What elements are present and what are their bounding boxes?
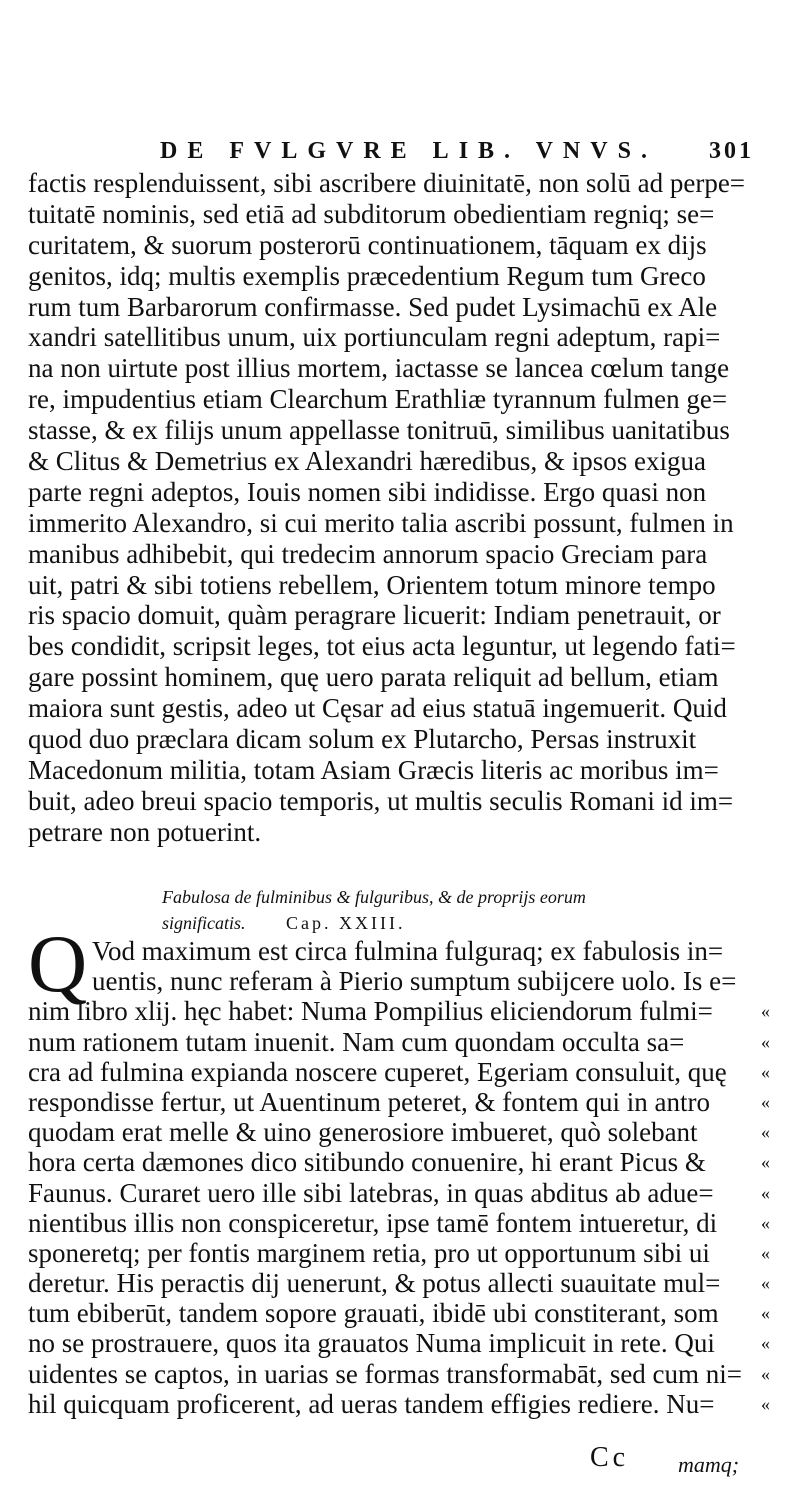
text-line: stasse, & ex filijs unum appellasse tonitruū, similibus uanitatibus [28,415,730,446]
quotation-marginal-mark: « [761,1031,770,1052]
text-line: maiora sunt gestis, adeo ut Cęsar ad eius statuā ingemuerit. Quid [28,693,727,724]
chapter-title-line-2: significatis. [162,913,246,933]
quotation-marginal-mark: « [761,1001,770,1022]
text-line: buit, adeo breui spacio temporis, ut multis seculis Romani id im= [28,785,734,816]
quotation-marginal-mark: « [761,1152,770,1173]
text-line: xandri satellitibus unum, uix portiunculam regni adeptum, rapi= [28,322,721,353]
text-line: tuitatē nominis, sed etiā ad subditorum obedientiam regniq; se= [28,198,715,229]
running-head-title: DE FVLGVRE LIB. VNVS. [160,138,657,164]
quotation-marginal-mark: « [761,1273,770,1294]
text-line: bes condidit, scripsit leges, tot eius acta leguntur, ut legendo fati= [28,631,736,662]
quotation-marginal-mark: « [761,1333,770,1354]
text-line: respondisse fertur, ut Auentinum peteret, & fontem qui in antro « [28,1086,770,1117]
text-line: num rationem tutam inuenit. Nam cum quondam occulta sa= « [28,1026,770,1057]
text-line: no se prostrauere, quos ita grauatos Numa implicuit in rete. Qui « [28,1328,770,1359]
quotation-marginal-mark: « [761,1242,770,1263]
running-head [30,138,760,172]
chapter-title-line-1: Fabulosa de fulminibus & fulguribus, & de proprijs eorum [162,887,586,907]
text-line: nim libro xlij. hęc habet: Numa Pompilius eliciendorum fulmi= « [28,996,770,1027]
quotation-marginal-mark: « [761,1122,770,1143]
text-line: uidentes se captos, in uarias se formas transformabāt, sed cum ni= « [28,1358,770,1389]
quotation-marginal-mark: « [761,1182,770,1203]
catchword: mamq; [678,1452,740,1477]
text-line: petrare non potuerint. [28,816,262,847]
text-line: tum ebiberūt, tandem sopore grauati, ibidē ubi constiterant, som « [28,1298,770,1329]
quotation-marginal-mark: « [761,1363,770,1384]
text-line: factis resplenduissent, sibi ascribere diuinitatē, non solū ad perpe= [28,168,746,198]
text-line: quodam erat melle & uino generosiore imbueret, quò solebant « [28,1117,770,1148]
text-line: cra ad fulmina expianda noscere cuperet, Egeriam consuluit, quę « [28,1056,770,1087]
text-line: parte regni adeptos, Iouis nomen sibi indidisse. Ergo quasi non [28,476,707,507]
chapter-number: Cap. XXIII. [286,913,406,933]
quotation-marginal-mark: « [761,1091,770,1112]
chapter-heading [162,884,632,936]
quotation-marginal-mark: « [761,1212,770,1233]
text-line: gare possint hominem, quę uero parata reliquit ad bellum, etiam [28,662,719,693]
text-line: Macedonum militia, totam Asiam Græcis literis ac moribus im= [28,754,719,785]
quotation-marginal-mark: « [761,1303,770,1324]
text-line: hora certa dæmones dico sitibundo conuenire, hi erant Picus & « [28,1147,770,1178]
text-line: Faunus. Curaret uero ille sibi latebras, in quas abditus ab adue= « [28,1177,770,1208]
text-line: manibus adhibebit, qui tredecim annorum spacio Greciam para [28,538,708,569]
text-line: na non uirtute post illius mortem, iactasse se lancea cœlum tange [28,353,730,384]
text-line: re, impudentius etiam Clearchum Erathliæ tyrannum fulmen ge= [28,384,728,415]
text-line: deretur. His peractis dij uenerunt, & potus allecti suauitate mul= « [28,1268,770,1299]
text-line: uit, patri & sibi totiens rebellem, Orientem totum minore tempo [28,569,716,600]
text-line: quod duo præclara dicam solum ex Plutarcho, Persas instruxit [28,724,697,755]
quotation-marginal-mark: « [761,1061,770,1082]
text-line: ris spacio domuit, quàm peragrare licuerit: Indiam penetrauit, or [28,600,721,631]
text-line: immerito Alexandro, si cui merito talia ascribi possunt, fulmen in [28,507,734,538]
main-text-block [28,168,768,848]
text-line: hil quicquam proficerent, ad ueras tandem effigies rediere. Nu= « [28,1388,770,1419]
drop-cap-initial: Q [28,918,88,1009]
text-line: rum tum Barbarorum confirmasse. Sed pudet Lysimachū ex Ale [28,291,718,322]
text-line: curitatem, & suorum posterorū continuationem, tāquam ex dijs [28,229,707,260]
text-line: nientibus illis non conspiceretur, ipse tamē fontem intueretur, di « [28,1207,770,1238]
page-number: 301 [709,138,754,164]
text-line: genitos, idq; multis exemplis præcedentium Regum tum Greco [28,260,706,291]
signature-mark: Cc [590,1442,630,1473]
chapter-text-block [28,936,768,1419]
text-line: sponeretq; per fontis marginem retia, pro ut opportunum sibi ui « [28,1237,770,1268]
text-line: & Clitus & Demetrius ex Alexandri hæredibus, & ipsos exigua [28,446,706,477]
text-line: Vod maximum est circa fulmina fulguraq; ex fabulosis in= [92,936,724,966]
quotation-marginal-mark: « [761,1393,770,1414]
text-line: uentis, nunc referam à Pierio sumptum subijcere uolo. Is e= [92,966,737,997]
